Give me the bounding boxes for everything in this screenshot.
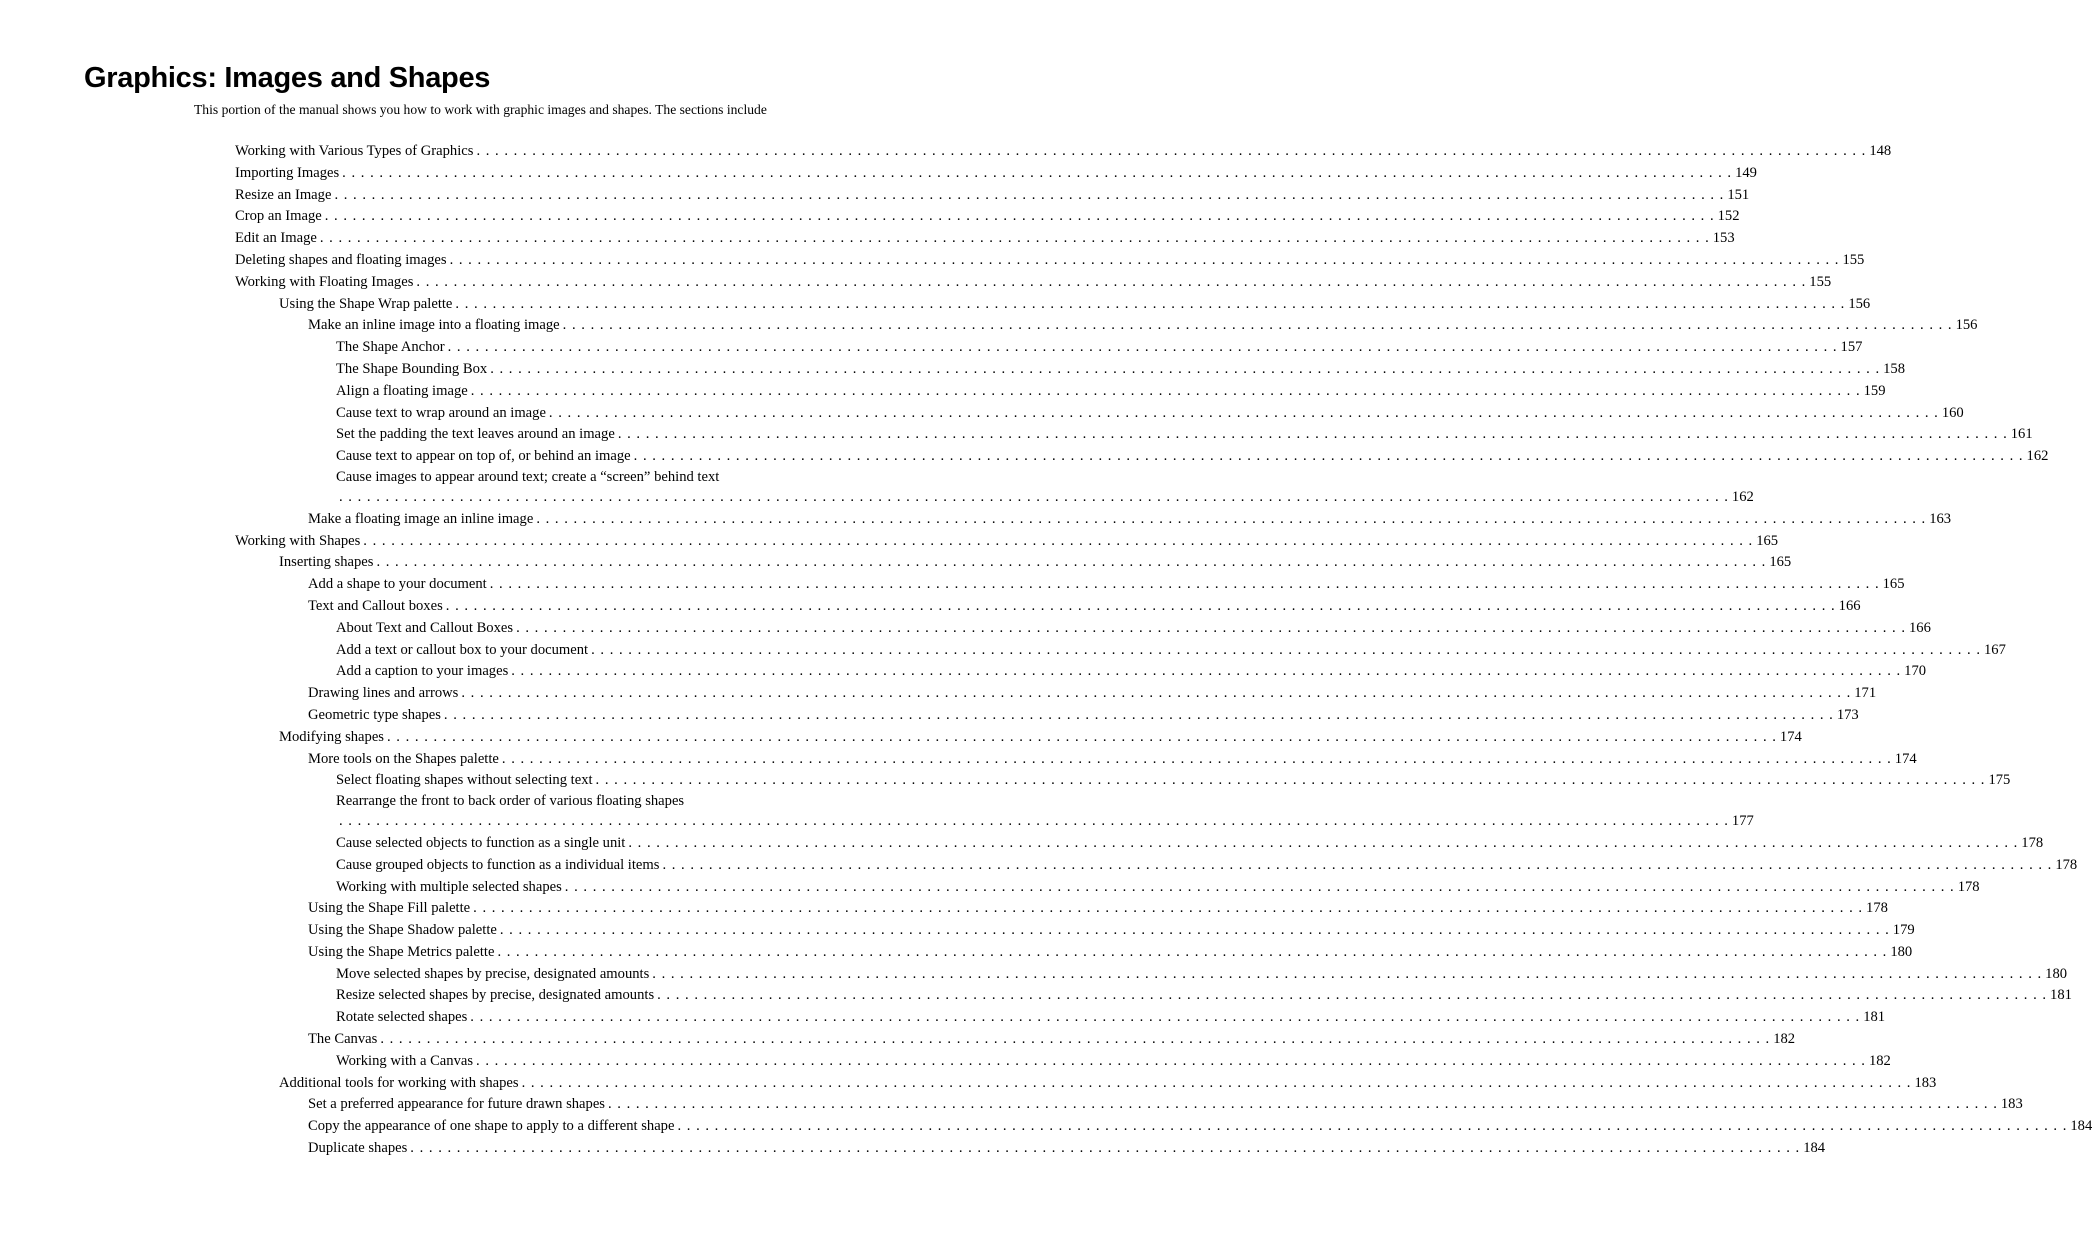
- toc-page-number: 173: [1836, 706, 1859, 723]
- dot-leader: . . . . . . . . . . . . . . . . . . . . . . . . . . . . . . . . . . . . . . . . . . . . . . . . . . . . . . . . . . . . . . . . . . . . . . . . . . . . . . . . . . . . . . . . . . . . . . . . . . . . . . . . . . . . . . . . . . . . . . . . . . . . . . . . . . . . . . . . . . . . . . . . . . . . . .: [516, 619, 1906, 636]
- dot-leader: . . . . . . . . . . . . . . . . . . . . . . . . . . . . . . . . . . . . . . . . . . . . . . . . . . . . . . . . . . . . . . . . . . . . . . . . . . . . . . . . . . . . . . . . . . . . . . . . . . . . . . . . . . . . . . . . . . . . . . . . . . . . . . . . . . . . . . . . . . . . . . . . . . . . . .: [324, 208, 1715, 225]
- toc-entry[interactable]: [0, 206, 1740, 228]
- toc-entry[interactable]: [0, 359, 1905, 381]
- toc-entry-title: Set the padding the text leaves around an image: [336, 426, 615, 443]
- toc-entry[interactable]: [0, 1029, 1796, 1051]
- toc-entry-title: Resize an Image: [235, 186, 332, 203]
- dot-leader: . . . . . . . . . . . . . . . . . . . . . . . . . . . . . . . . . . . . . . . . . . . . . . . . . . . . . . . . . . . . . . . . . . . . . . . . . . . . . . . . . . . . . . . . . . . . . . . . . . . . . . . . . . . . . . . . . . . . . . . . . . . . . . . . . . . . . . . . . . . . . . . . . . . . . .: [339, 813, 1729, 830]
- toc-page-number: 165: [1756, 532, 1779, 549]
- dot-leader: . . . . . . . . . . . . . . . . . . . . . . . . . . . . . . . . . . . . . . . . . . . . . . . . . . . . . . . . . . . . . . . . . . . . . . . . . . . . . . . . . . . . . . . . . . . . . . . . . . . . . . . . . . . . . . . . . . . . . . . . . . . . . . . . . . . . . . . . . . . . . . . . . . . . . .: [536, 510, 1927, 527]
- toc-entry[interactable]: [0, 446, 2049, 468]
- toc-entry-title: Cause text to wrap around an image: [336, 404, 546, 421]
- toc-entry[interactable]: [0, 920, 1915, 942]
- toc-entry[interactable]: [0, 640, 2006, 662]
- toc-entry[interactable]: [0, 792, 1754, 833]
- toc-entry-title: Add a shape to your document: [308, 576, 487, 593]
- toc-entry-title: Move selected shapes by precise, designated amounts: [336, 965, 650, 982]
- dot-leader: . . . . . . . . . . . . . . . . . . . . . . . . . . . . . . . . . . . . . . . . . . . . . . . . . . . . . . . . . . . . . . . . . . . . . . . . . . . . . . . . . . . . . . . . . . . . . . . . . . . . . . . . . . . . . . . . . . . . . . . . . . . . . . . . . . . . . . . . . . . . . . . . . . . . . .: [445, 597, 1836, 614]
- toc-entry[interactable]: [0, 833, 2044, 855]
- toc-entry[interactable]: [0, 141, 1892, 163]
- toc-entry-title: Cause grouped objects to function as a individual items: [336, 856, 660, 873]
- toc-entry[interactable]: [0, 381, 1886, 403]
- dot-leader: . . . . . . . . . . . . . . . . . . . . . . . . . . . . . . . . . . . . . . . . . . . . . . . . . . . . . . . . . . . . . . . . . . . . . . . . . . . . . . . . . . . . . . . . . . . . . . . . . . . . . . . . . . . . . . . . . . . . . . . . . . . . . . . . . . . . . . . . . . . . . . . . . . . . . .: [607, 1096, 1998, 1113]
- toc-entry-title: Drawing lines and arrows: [308, 685, 459, 702]
- toc-page-number: 182: [1868, 1052, 1891, 1069]
- toc-entry[interactable]: [0, 337, 1863, 359]
- toc-entry[interactable]: [0, 661, 1927, 683]
- toc-entry-title: Working with Shapes: [235, 532, 361, 549]
- toc-page-number: 183: [1914, 1074, 1937, 1091]
- toc-page-number: 179: [1892, 922, 1915, 939]
- toc-entry-title: More tools on the Shapes palette: [308, 750, 499, 767]
- toc-page-number: 183: [2000, 1096, 2023, 1113]
- toc-entry[interactable]: [0, 574, 1905, 596]
- toc-entry[interactable]: [0, 618, 1931, 640]
- table-of-contents: [0, 141, 2092, 1160]
- toc-entry-title: Rotate selected shapes: [336, 1009, 468, 1026]
- toc-entry[interactable]: [0, 163, 1757, 185]
- toc-page-number: 182: [1773, 1031, 1796, 1048]
- toc-page-number: 167: [1983, 641, 2006, 658]
- toc-page-number: 152: [1717, 208, 1740, 225]
- toc-page-number: 166: [1838, 597, 1861, 614]
- toc-entry[interactable]: [0, 964, 2068, 986]
- toc-page-number: 175: [1988, 772, 2011, 789]
- toc-entry-title: Add a text or callout box to your document: [336, 641, 589, 658]
- dot-leader: . . . . . . . . . . . . . . . . . . . . . . . . . . . . . . . . . . . . . . . . . . . . . . . . . . . . . . . . . . . . . . . . . . . . . . . . . . . . . . . . . . . . . . . . . . . . . . . . . . . . . . . . . . . . . . . . . . . . . . . . . . . . . . . . . . . . . . . . . . . . . . . . . . . . . .: [470, 382, 1861, 399]
- toc-entry[interactable]: [0, 1073, 1937, 1095]
- toc-entry[interactable]: [0, 1138, 1826, 1160]
- toc-entry-title: About Text and Callout Boxes: [336, 619, 514, 636]
- toc-entry[interactable]: [0, 315, 1978, 337]
- dot-leader: . . . . . . . . . . . . . . . . . . . . . . . . . . . . . . . . . . . . . . . . . . . . . . . . . . . . . . . . . . . . . . . . . . . . . . . . . . . . . . . . . . . . . . . . . . . . . . . . . . . . . . . . . . . . . . . . . . . . . . . . . . . . . . . . . . . . . . . . . . . . . . . . . . . . . .: [511, 663, 1902, 680]
- toc-entry-title: Duplicate shapes: [308, 1140, 408, 1157]
- toc-entry-title: Cause selected objects to function as a single unit: [336, 834, 626, 851]
- dot-leader: . . . . . . . . . . . . . . . . . . . . . . . . . . . . . . . . . . . . . . . . . . . . . . . . . . . . . . . . . . . . . . . . . . . . . . . . . . . . . . . . . . . . . . . . . . . . . . . . . . . . . . . . . . . . . . . . . . . . . . . . . . . . . . . . . . . . . . . . . . . . . . . . . . . . . .: [617, 426, 2008, 443]
- dot-leader: . . . . . . . . . . . . . . . . . . . . . . . . . . . . . . . . . . . . . . . . . . . . . . . . . . . . . . . . . . . . . . . . . . . . . . . . . . . . . . . . . . . . . . . . . . . . . . . . . . . . . . . . . . . . . . . . . . . . . . . . . . . . . . . . . . . . . . . . . . . . . . . . . . . . . .: [416, 273, 1807, 290]
- toc-entry-title: Additional tools for working with shapes: [279, 1074, 519, 1091]
- toc-entry[interactable]: [0, 1094, 2023, 1116]
- toc-entry-title: The Shape Anchor: [336, 339, 445, 356]
- dot-leader: . . . . . . . . . . . . . . . . . . . . . . . . . . . . . . . . . . . . . . . . . . . . . . . . . . . . . . . . . . . . . . . . . . . . . . . . . . . . . . . . . . . . . . . . . . . . . . . . . . . . . . . . . . . . . . . . . . . . . . . . . . . . . . . . . . . . . . . . . . . . . . . . . . . . . .: [562, 317, 1953, 334]
- toc-entry[interactable]: [0, 770, 2011, 792]
- toc-entry[interactable]: [0, 727, 1802, 749]
- toc-entry-title: Working with a Canvas: [336, 1052, 474, 1069]
- toc-entry-title: Using the Shape Metrics palette: [308, 943, 495, 960]
- toc-entry[interactable]: [0, 877, 1980, 899]
- toc-entry[interactable]: [0, 509, 1952, 531]
- toc-entry-title: Edit an Image: [235, 230, 317, 247]
- dot-leader: . . . . . . . . . . . . . . . . . . . . . . . . . . . . . . . . . . . . . . . . . . . . . . . . . . . . . . . . . . . . . . . . . . . . . . . . . . . . . . . . . . . . . . . . . . . . . . . . . . . . . . . . . . . . . . . . . . . . . . . . . . . . . . . . . . . . . . . . . . . . . . . . . . . . . .: [334, 186, 1725, 203]
- toc-entry[interactable]: [0, 1116, 2092, 1138]
- toc-page-number: 178: [1866, 900, 1888, 917]
- dot-leader: . . . . . . . . . . . . . . . . . . . . . . . . . . . . . . . . . . . . . . . . . . . . . . . . . . . . . . . . . . . . . . . . . . . . . . . . . . . . . . . . . . . . . . . . . . . . . . . . . . . . . . . . . . . . . . . . . . . . . . . . . . . . . . . . . . . . . . . . . . . . . . . . . . . . . .: [662, 856, 2053, 873]
- toc-page-number: 148: [1869, 143, 1892, 159]
- toc-entry-title: Using the Shape Shadow palette: [308, 922, 497, 939]
- toc-page-number: 178: [1957, 878, 1980, 895]
- toc-page-number: 181: [1863, 1009, 1886, 1026]
- toc-page-number: 180: [1890, 943, 1913, 960]
- toc-page-number: 165: [1769, 554, 1792, 571]
- toc-page-number: 160: [1941, 404, 1964, 421]
- toc-entry[interactable]: [0, 1007, 1886, 1029]
- toc-entry-title: Working with multiple selected shapes: [336, 878, 562, 895]
- dot-leader: . . . . . . . . . . . . . . . . . . . . . . . . . . . . . . . . . . . . . . . . . . . . . . . . . . . . . . . . . . . . . . . . . . . . . . . . . . . . . . . . . . . . . . . . . . . . . . . . . . . . . . . . . . . . . . . . . . . . . . . . . . . . . . . . . . . . . . . . . . . . . . . . . . . . . .: [499, 922, 1890, 939]
- toc-entry[interactable]: [0, 855, 2078, 877]
- dot-leader: . . . . . . . . . . . . . . . . . . . . . . . . . . . . . . . . . . . . . . . . . . . . . . . . . . . . . . . . . . . . . . . . . . . . . . . . . . . . . . . . . . . . . . . . . . . . . . . . . . . . . . . . . . . . . . . . . . . . . . . . . . . . . . . . . . . . . . . . . . . . . . . . . . . . . .: [473, 900, 1864, 917]
- toc-entry[interactable]: [0, 749, 1917, 771]
- dot-leader: . . . . . . . . . . . . . . . . . . . . . . . . . . . . . . . . . . . . . . . . . . . . . . . . . . . . . . . . . . . . . . . . . . . . . . . . . . . . . . . . . . . . . . . . . . . . . . . . . . . . . . . . . . . . . . . . . . . . . . . . . . . . . . . . . . . . . . . . . . . . . . . . . . . . . .: [470, 1009, 1861, 1026]
- dot-leader: . . . . . . . . . . . . . . . . . . . . . . . . . . . . . . . . . . . . . . . . . . . . . . . . . . . . . . . . . . . . . . . . . . . . . . . . . . . . . . . . . . . . . . . . . . . . . . . . . . . . . . . . . . . . . . . . . . . . . . . . . . . . . . . . . . . . . . . . . . . . . . . . . . . . . .: [410, 1140, 1801, 1157]
- dot-leader: . . . . . . . . . . . . . . . . . . . . . . . . . . . . . . . . . . . . . . . . . . . . . . . . . . . . . . . . . . . . . . . . . . . . . . . . . . . . . . . . . . . . . . . . . . . . . . . . . . . . . . . . . . . . . . . . . . . . . . . . . . . . . . . . . . . . . . . . . . . . . . . . . . . . . .: [376, 554, 1767, 571]
- toc-page-number: 158: [1883, 360, 1905, 377]
- toc-entry-title: Crop an Image: [235, 208, 322, 225]
- toc-page-number: 161: [2010, 426, 2033, 443]
- dot-leader: . . . . . . . . . . . . . . . . . . . . . . . . . . . . . . . . . . . . . . . . . . . . . . . . . . . . . . . . . . . . . . . . . . . . . . . . . . . . . . . . . . . . . . . . . . . . . . . . . . . . . . . . . . . . . . . . . . . . . . . . . . . . . . . . . . . . . . . . . . . . . . . . . . . . . .: [652, 965, 2043, 982]
- dot-leader: . . . . . . . . . . . . . . . . . . . . . . . . . . . . . . . . . . . . . . . . . . . . . . . . . . . . . . . . . . . . . . . . . . . . . . . . . . . . . . . . . . . . . . . . . . . . . . . . . . . . . . . . . . . . . . . . . . . . . . . . . . . . . . . . . . . . . . . . . . . . . . . . . . . . . .: [595, 772, 1986, 789]
- dot-leader: . . . . . . . . . . . . . . . . . . . . . . . . . . . . . . . . . . . . . . . . . . . . . . . . . . . . . . . . . . . . . . . . . . . . . . . . . . . . . . . . . . . . . . . . . . . . . . . . . . . . . . . . . . . . . . . . . . . . . . . . . . . . . . . . . . . . . . . . . . . . . . . . . . . . . .: [363, 532, 1754, 549]
- dot-leader: . . . . . . . . . . . . . . . . . . . . . . . . . . . . . . . . . . . . . . . . . . . . . . . . . . . . . . . . . . . . . . . . . . . . . . . . . . . . . . . . . . . . . . . . . . . . . . . . . . . . . . . . . . . . . . . . . . . . . . . . . . . . . . . . . . . . . . . . . . . . . . . . . . . . . .: [490, 360, 1881, 377]
- toc-entry[interactable]: [0, 942, 1913, 964]
- toc-entry[interactable]: [0, 185, 1750, 207]
- toc-page-number: 149: [1735, 164, 1757, 181]
- toc-page-number: 159: [1863, 382, 1886, 399]
- toc-entry-title: Geometric type shapes: [308, 706, 441, 723]
- toc-entry-title: Importing Images: [235, 164, 340, 181]
- dot-leader: . . . . . . . . . . . . . . . . . . . . . . . . . . . . . . . . . . . . . . . . . . . . . . . . . . . . . . . . . . . . . . . . . . . . . . . . . . . . . . . . . . . . . . . . . . . . . . . . . . . . . . . . . . . . . . . . . . . . . . . . . . . . . . . . . . . . . . . . . . . . . . . . . . . . . .: [564, 878, 1955, 895]
- toc-entry-title: Make a floating image an inline image: [308, 510, 534, 527]
- toc-entry[interactable]: [0, 272, 1832, 294]
- toc-entry-title: Working with Floating Images: [235, 273, 414, 290]
- toc-entry[interactable]: [0, 228, 1735, 250]
- toc-entry[interactable]: [0, 683, 1877, 705]
- toc-entry-title: Resize selected shapes by precise, designated amounts: [336, 987, 655, 1004]
- toc-page-number: 178: [2021, 834, 2044, 851]
- toc-page-number: 156: [1955, 317, 1978, 334]
- toc-entry-title: The Shape Bounding Box: [336, 360, 488, 377]
- toc-entry[interactable]: [0, 468, 1754, 509]
- toc-entry-title: Working with Various Types of Graphics: [235, 143, 474, 159]
- toc-entry-title: Make an inline image into a floating image: [308, 317, 560, 334]
- toc-entry-title: Using the Shape Fill palette: [308, 900, 471, 917]
- toc-entry-title: Rearrange the front to back order of various floating shapes: [336, 793, 685, 810]
- toc-page-number: 184: [2070, 1118, 2092, 1135]
- toc-entry-title: Cause images to appear around text; create a “screen” behind text: [336, 468, 720, 485]
- toc-page-number: 170: [1904, 663, 1927, 680]
- dot-leader: . . . . . . . . . . . . . . . . . . . . . . . . . . . . . . . . . . . . . . . . . . . . . . . . . . . . . . . . . . . . . . . . . . . . . . . . . . . . . . . . . . . . . . . . . . . . . . . . . . . . . . . . . . . . . . . . . . . . . . . . . . . . . . . . . . . . . . . . . . . . . . . . . . . . . .: [447, 339, 1838, 356]
- toc-entry[interactable]: [0, 1051, 1891, 1073]
- toc-entry-title: Set a preferred appearance for future drawn shapes: [308, 1096, 605, 1113]
- toc-entry-title: Copy the appearance of one shape to apply to a different shape: [308, 1118, 675, 1135]
- dot-leader: . . . . . . . . . . . . . . . . . . . . . . . . . . . . . . . . . . . . . . . . . . . . . . . . . . . . . . . . . . . . . . . . . . . . . . . . . . . . . . . . . . . . . . . . . . . . . . . . . . . . . . . . . . . . . . . . . . . . . . . . . . . . . . . . . . . . . . . . . . . . . . . . . . . . . .: [461, 685, 1852, 702]
- toc-entry-title: Text and Callout boxes: [308, 597, 443, 614]
- dot-leader: . . . . . . . . . . . . . . . . . . . . . . . . . . . . . . . . . . . . . . . . . . . . . . . . . . . . . . . . . . . . . . . . . . . . . . . . . . . . . . . . . . . . . . . . . . . . . . . . . . . . . . . . . . . . . . . . . . . . . . . . . . . . . . . . . . . . . . . . . . . . . . . . . . . . . .: [387, 728, 1777, 745]
- toc-page-number: 180: [2045, 965, 2068, 982]
- toc-entry-title: Align a floating image: [336, 382, 468, 399]
- toc-entry-title: Select floating shapes without selecting text: [336, 772, 593, 789]
- dot-leader: . . . . . . . . . . . . . . . . . . . . . . . . . . . . . . . . . . . . . . . . . . . . . . . . . . . . . . . . . . . . . . . . . . . . . . . . . . . . . . . . . . . . . . . . . . . . . . . . . . . . . . . . . . . . . . . . . . . . . . . . . . . . . . . . . . . . . . . . . . . . . . . . . . . . . .: [521, 1074, 1912, 1091]
- dot-leader: . . . . . . . . . . . . . . . . . . . . . . . . . . . . . . . . . . . . . . . . . . . . . . . . . . . . . . . . . . . . . . . . . . . . . . . . . . . . . . . . . . . . . . . . . . . . . . . . . . . . . . . . . . . . . . . . . . . . . . . . . . . . . . . . . . . . . . . . . . . . . . . . . . . . . .: [628, 834, 2019, 851]
- toc-page-number: 171: [1854, 685, 1877, 702]
- toc-page-number: 174: [1894, 750, 1917, 767]
- toc-page-number: 165: [1882, 576, 1905, 593]
- toc-entry[interactable]: [0, 250, 1865, 272]
- dot-leader: . . . . . . . . . . . . . . . . . . . . . . . . . . . . . . . . . . . . . . . . . . . . . . . . . . . . . . . . . . . . . . . . . . . . . . . . . . . . . . . . . . . . . . . . . . . . . . . . . . . . . . . . . . . . . . . . . . . . . . . . . . . . . . . . . . . . . . . . . . . . . . . . . . . . . .: [476, 143, 1867, 159]
- toc-page-number: 156: [1848, 295, 1871, 312]
- toc-page-number: 177: [1731, 813, 1754, 830]
- toc-entry-title: Cause text to appear on top of, or behind an image: [336, 448, 631, 465]
- dot-leader: . . . . . . . . . . . . . . . . . . . . . . . . . . . . . . . . . . . . . . . . . . . . . . . . . . . . . . . . . . . . . . . . . . . . . . . . . . . . . . . . . . . . . . . . . . . . . . . . . . . . . . . . . . . . . . . . . . . . . . . . . . . . . . . . . . . . . . . . . . . . . . . . . . . . . .: [677, 1118, 2068, 1135]
- dot-leader: . . . . . . . . . . . . . . . . . . . . . . . . . . . . . . . . . . . . . . . . . . . . . . . . . . . . . . . . . . . . . . . . . . . . . . . . . . . . . . . . . . . . . . . . . . . . . . . . . . . . . . . . . . . . . . . . . . . . . . . . . . . . . . . . . . . . . . . . . . . . . . . . . . . . . .: [443, 706, 1834, 723]
- toc-page-number: 155: [1842, 251, 1865, 268]
- toc-entry[interactable]: [0, 424, 2033, 446]
- dot-leader: . . . . . . . . . . . . . . . . . . . . . . . . . . . . . . . . . . . . . . . . . . . . . . . . . . . . . . . . . . . . . . . . . . . . . . . . . . . . . . . . . . . . . . . . . . . . . . . . . . . . . . . . . . . . . . . . . . . . . . . . . . . . . . . . . . . . . . . . . . . . . . . . . . . . . .: [633, 448, 2024, 465]
- dot-leader: . . . . . . . . . . . . . . . . . . . . . . . . . . . . . . . . . . . . . . . . . . . . . . . . . . . . . . . . . . . . . . . . . . . . . . . . . . . . . . . . . . . . . . . . . . . . . . . . . . . . . . . . . . . . . . . . . . . . . . . . . . . . . . . . . . . . . . . . . . . . . . . . . . . . . .: [339, 488, 1729, 505]
- toc-page-number: 155: [1809, 273, 1832, 290]
- toc-entry-title: Using the Shape Wrap palette: [279, 295, 453, 312]
- dot-leader: . . . . . . . . . . . . . . . . . . . . . . . . . . . . . . . . . . . . . . . . . . . . . . . . . . . . . . . . . . . . . . . . . . . . . . . . . . . . . . . . . . . . . . . . . . . . . . . . . . . . . . . . . . . . . . . . . . . . . . . . . . . . . . . . . . . . . . . . . . . . . . . . . . . . . .: [497, 943, 1888, 960]
- toc-page-number: 166: [1908, 619, 1931, 636]
- toc-page-number: 181: [2050, 987, 2072, 1004]
- toc-entry-title: The Canvas: [308, 1031, 378, 1048]
- toc-entry[interactable]: [0, 552, 1792, 574]
- toc-page-number: 178: [2055, 856, 2078, 873]
- dot-leader: . . . . . . . . . . . . . . . . . . . . . . . . . . . . . . . . . . . . . . . . . . . . . . . . . . . . . . . . . . . . . . . . . . . . . . . . . . . . . . . . . . . . . . . . . . . . . . . . . . . . . . . . . . . . . . . . . . . . . . . . . . . . . . . . . . . . . . . . . . . . . . . . . . . . . .: [501, 750, 1892, 767]
- dot-leader: . . . . . . . . . . . . . . . . . . . . . . . . . . . . . . . . . . . . . . . . . . . . . . . . . . . . . . . . . . . . . . . . . . . . . . . . . . . . . . . . . . . . . . . . . . . . . . . . . . . . . . . . . . . . . . . . . . . . . . . . . . . . . . . . . . . . . . . . . . . . . . . . . . . . . .: [319, 230, 1710, 247]
- toc-entry[interactable]: [0, 898, 1888, 920]
- toc-page-number: 157: [1840, 339, 1863, 356]
- dot-leader: . . . . . . . . . . . . . . . . . . . . . . . . . . . . . . . . . . . . . . . . . . . . . . . . . . . . . . . . . . . . . . . . . . . . . . . . . . . . . . . . . . . . . . . . . . . . . . . . . . . . . . . . . . . . . . . . . . . . . . . . . . . . . . . . . . . . . . . . . . . . . . . . . . . . . .: [591, 641, 1981, 658]
- toc-page-number: 163: [1929, 510, 1952, 527]
- dot-leader: . . . . . . . . . . . . . . . . . . . . . . . . . . . . . . . . . . . . . . . . . . . . . . . . . . . . . . . . . . . . . . . . . . . . . . . . . . . . . . . . . . . . . . . . . . . . . . . . . . . . . . . . . . . . . . . . . . . . . . . . . . . . . . . . . . . . . . . . . . . . . . . . . . . . . .: [548, 404, 1939, 421]
- dot-leader: . . . . . . . . . . . . . . . . . . . . . . . . . . . . . . . . . . . . . . . . . . . . . . . . . . . . . . . . . . . . . . . . . . . . . . . . . . . . . . . . . . . . . . . . . . . . . . . . . . . . . . . . . . . . . . . . . . . . . . . . . . . . . . . . . . . . . . . . . . . . . . . . . . . . . .: [449, 251, 1840, 268]
- dot-leader: . . . . . . . . . . . . . . . . . . . . . . . . . . . . . . . . . . . . . . . . . . . . . . . . . . . . . . . . . . . . . . . . . . . . . . . . . . . . . . . . . . . . . . . . . . . . . . . . . . . . . . . . . . . . . . . . . . . . . . . . . . . . . . . . . . . . . . . . . . . . . . . . . . . . . .: [380, 1031, 1771, 1048]
- dot-leader: . . . . . . . . . . . . . . . . . . . . . . . . . . . . . . . . . . . . . . . . . . . . . . . . . . . . . . . . . . . . . . . . . . . . . . . . . . . . . . . . . . . . . . . . . . . . . . . . . . . . . . . . . . . . . . . . . . . . . . . . . . . . . . . . . . . . . . . . . . . . . . . . . . . . . .: [455, 295, 1846, 312]
- toc-page-number: 153: [1712, 230, 1735, 247]
- page-title: Graphics: Images and Shapes: [84, 62, 491, 94]
- dot-leader: . . . . . . . . . . . . . . . . . . . . . . . . . . . . . . . . . . . . . . . . . . . . . . . . . . . . . . . . . . . . . . . . . . . . . . . . . . . . . . . . . . . . . . . . . . . . . . . . . . . . . . . . . . . . . . . . . . . . . . . . . . . . . . . . . . . . . . . . . . . . . . . . . . . . . .: [342, 164, 1733, 181]
- toc-page-number: 184: [1803, 1140, 1826, 1157]
- toc-page-number: 162: [2026, 448, 2049, 465]
- toc-entry[interactable]: [0, 294, 1871, 316]
- toc-entry-title: Add a caption to your images: [336, 663, 509, 680]
- dot-leader: . . . . . . . . . . . . . . . . . . . . . . . . . . . . . . . . . . . . . . . . . . . . . . . . . . . . . . . . . . . . . . . . . . . . . . . . . . . . . . . . . . . . . . . . . . . . . . . . . . . . . . . . . . . . . . . . . . . . . . . . . . . . . . . . . . . . . . . . . . . . . . . . . . . . . .: [489, 576, 1880, 593]
- toc-entry[interactable]: [0, 403, 1964, 425]
- intro-paragraph: This portion of the manual shows you how to work with graphic images and shapes. The sections include: [194, 102, 767, 117]
- toc-entry[interactable]: [0, 596, 1861, 618]
- toc-page-number: 162: [1731, 488, 1754, 505]
- toc-page-number: 174: [1779, 728, 1802, 745]
- toc-entry-title: Deleting shapes and floating images: [235, 251, 447, 268]
- toc-entry-title: Modifying shapes: [279, 728, 384, 745]
- dot-leader: . . . . . . . . . . . . . . . . . . . . . . . . . . . . . . . . . . . . . . . . . . . . . . . . . . . . . . . . . . . . . . . . . . . . . . . . . . . . . . . . . . . . . . . . . . . . . . . . . . . . . . . . . . . . . . . . . . . . . . . . . . . . . . . . . . . . . . . . . . . . . . . . . . . . . .: [657, 987, 2048, 1004]
- toc-entry[interactable]: [0, 985, 2072, 1007]
- toc-entry[interactable]: [0, 531, 1779, 553]
- toc-entry[interactable]: [0, 705, 1859, 727]
- toc-page-number: 151: [1727, 186, 1750, 203]
- dot-leader: . . . . . . . . . . . . . . . . . . . . . . . . . . . . . . . . . . . . . . . . . . . . . . . . . . . . . . . . . . . . . . . . . . . . . . . . . . . . . . . . . . . . . . . . . . . . . . . . . . . . . . . . . . . . . . . . . . . . . . . . . . . . . . . . . . . . . . . . . . . . . . . . . . . . . .: [476, 1052, 1866, 1069]
- toc-entry-title: Inserting shapes: [279, 554, 374, 571]
